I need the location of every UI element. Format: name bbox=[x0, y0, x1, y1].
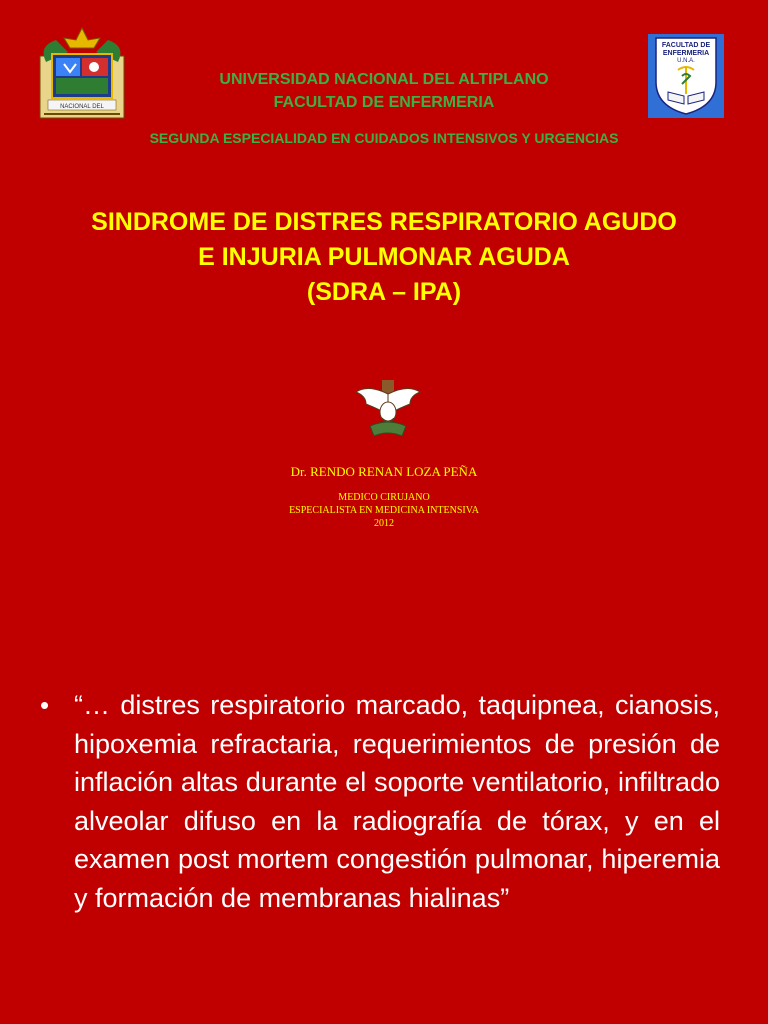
shield-line-1: FACULTAD DE bbox=[661, 42, 711, 49]
program-name: SEGUNDA ESPECIALIDAD EN CUIDADOS INTENSIVOS Y URGENCIAS bbox=[149, 130, 619, 146]
bullet-marker: • bbox=[40, 690, 50, 720]
author-role-2: ESPECIALISTA EN MEDICINA INTENSIVA bbox=[289, 505, 479, 516]
author-name: Dr. RENDO RENAN LOZA PEÑA bbox=[290, 464, 478, 479]
slide-title-line-2: E INJURIA PULMONAR AGUDA bbox=[198, 243, 570, 271]
author-role-1: MEDICO CIRUJANO bbox=[338, 492, 430, 503]
quote-bullet-item bbox=[40, 686, 720, 917]
crest-ribbon-text: NACIONAL DEL bbox=[60, 104, 104, 110]
faculty-name: FACULTAD DE ENFERMERIA bbox=[273, 94, 495, 111]
quote-text: “… distres respiratorio marcado, taquipnea, cianosis, hipoxemia refractaria, requerimientos de presión de inflación altas durante el soporte ventilatorio, infiltrado alveolar difuso en la radiografía de tórax, y en el examen post mortem congestión pulmonar, hiperemia y formación de membranas hialinas” bbox=[74, 690, 720, 913]
shield-line-3: U.N.A. bbox=[677, 58, 695, 64]
slide-title-line-1: SINDROME DE DISTRES RESPIRATORIO AGUDO bbox=[91, 208, 677, 236]
university-name: UNIVERSIDAD NACIONAL DEL ALTIPLANO bbox=[219, 71, 549, 88]
pelican-emblem-icon bbox=[352, 378, 424, 440]
slide-title-line-3: (SDRA – IPA) bbox=[306, 278, 462, 306]
presentation-year: 2012 bbox=[374, 518, 394, 529]
shield-line-2: ENFERMERIA bbox=[662, 50, 710, 57]
